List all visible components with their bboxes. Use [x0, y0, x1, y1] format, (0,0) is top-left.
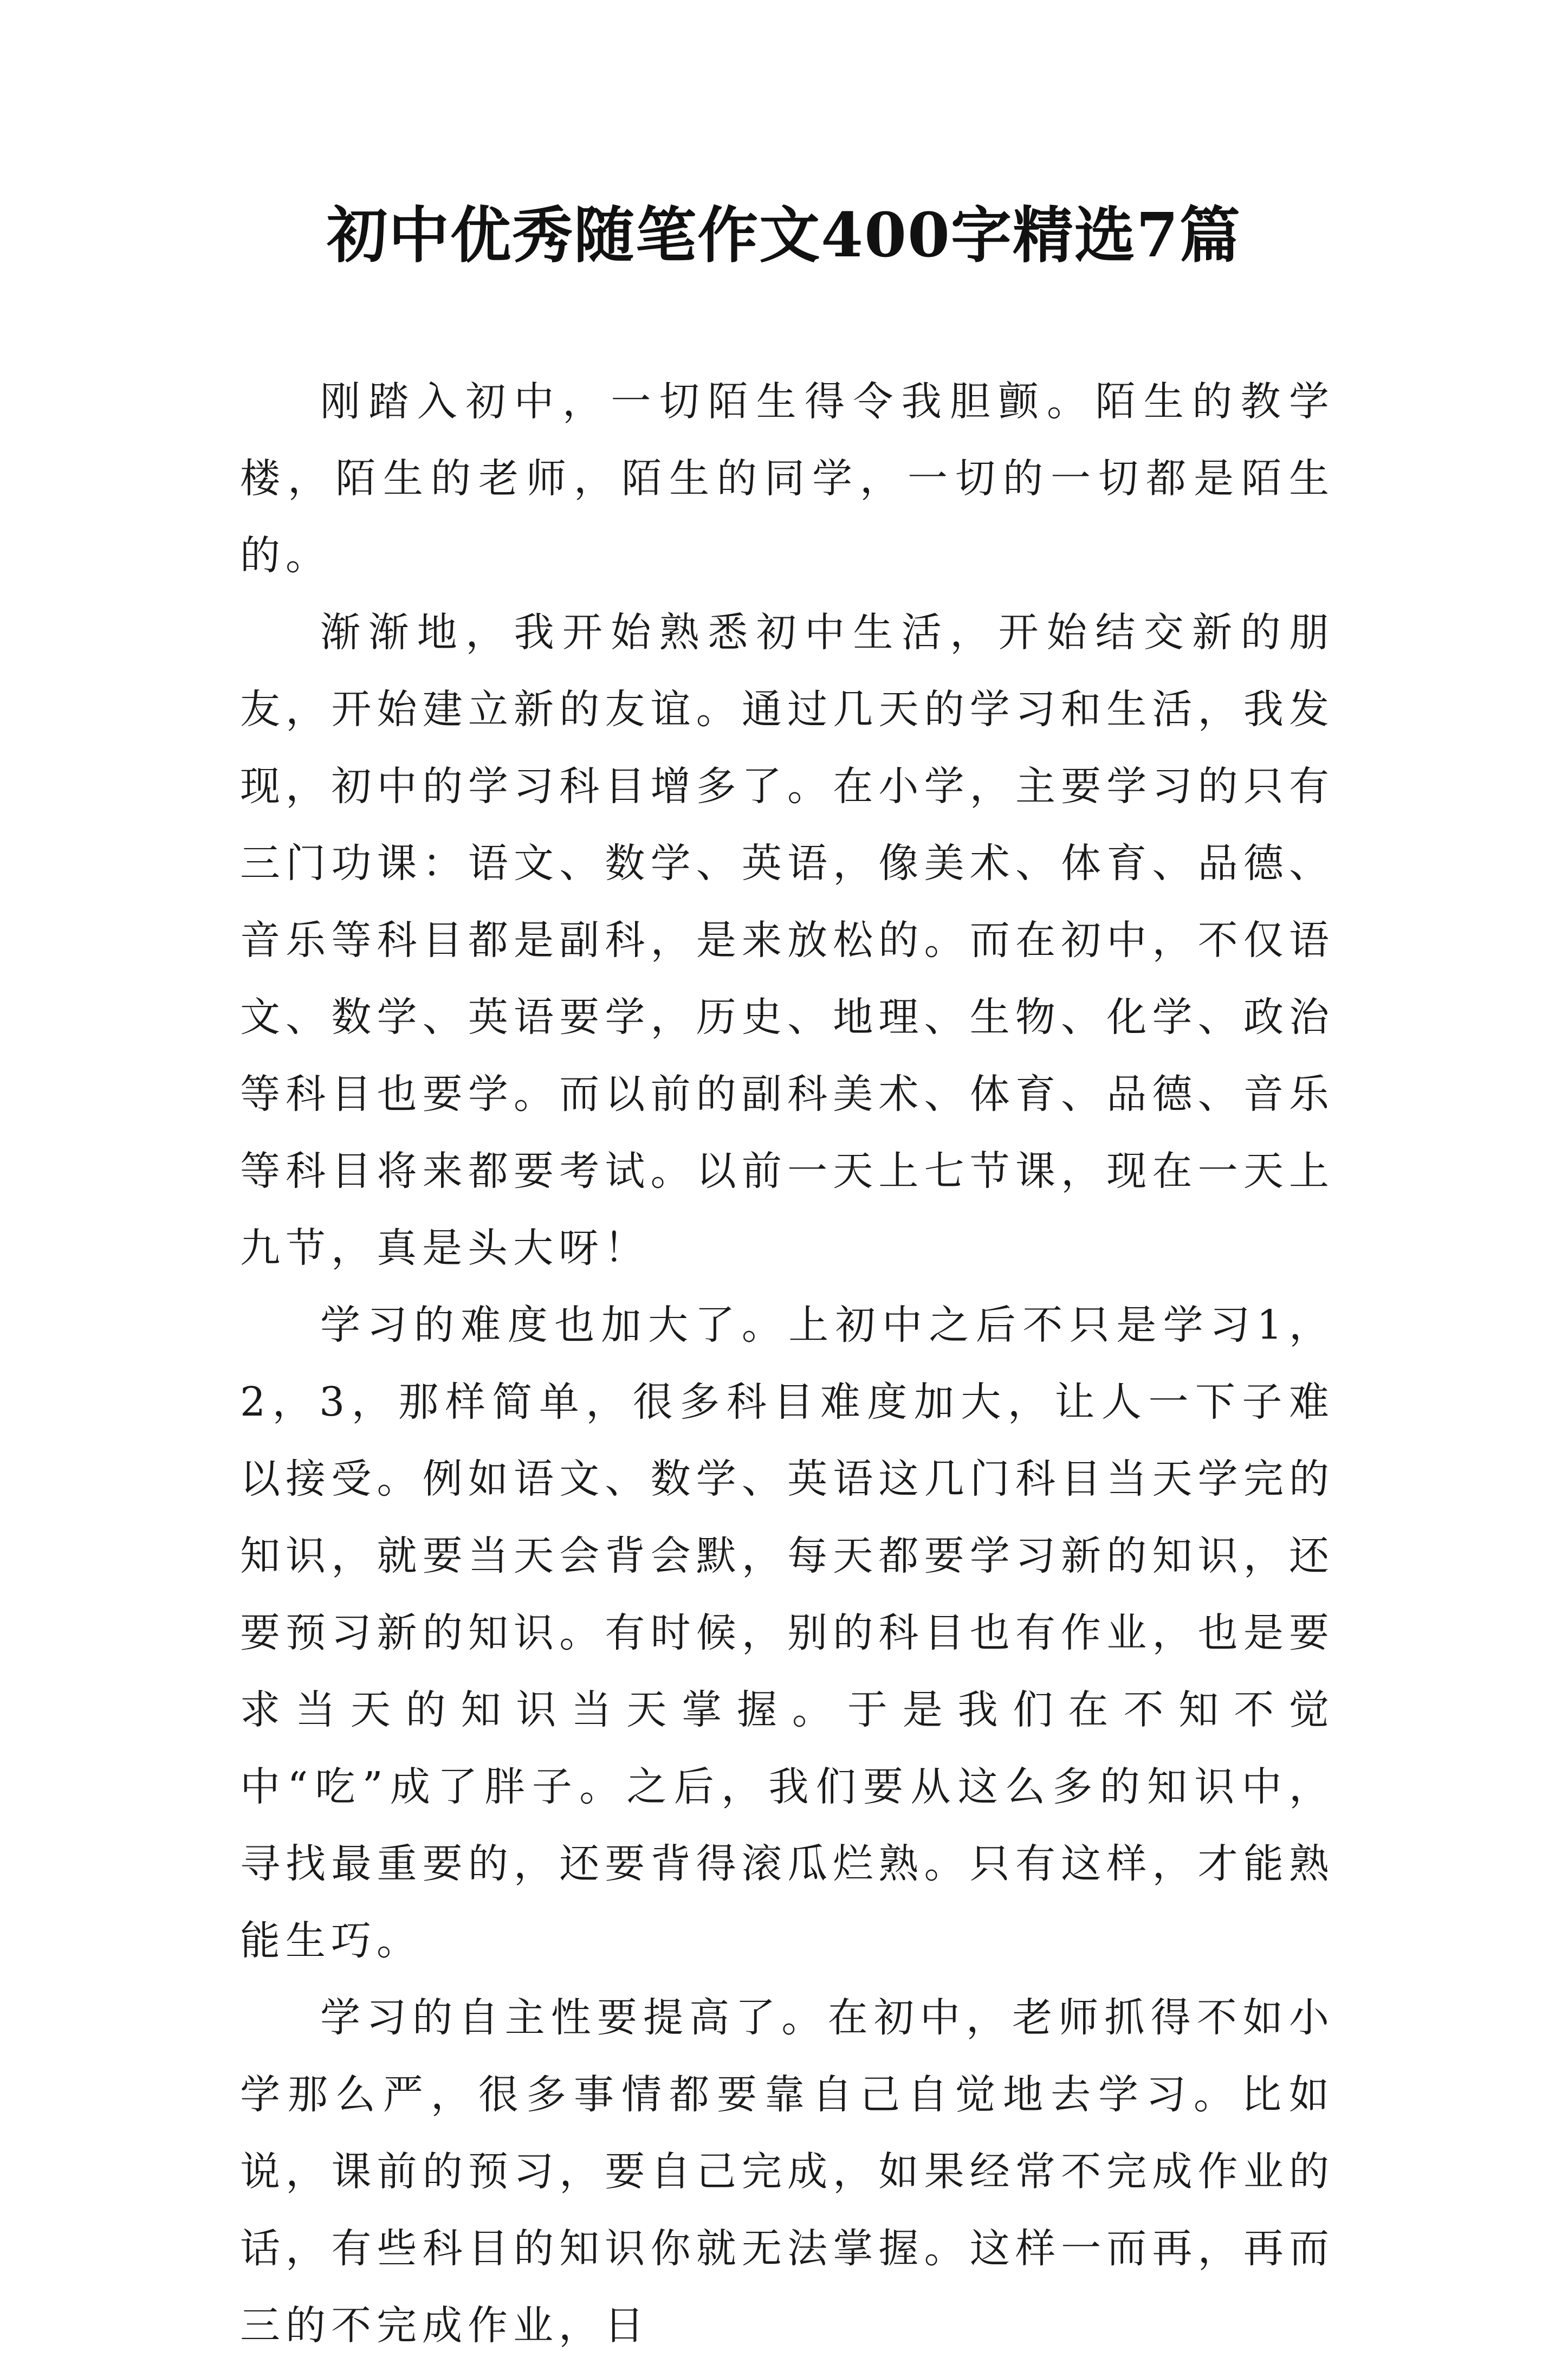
paragraph-3: 学习的难度也加大了。上初中之后不只是学习1，2，3，那样简单，很多科目难度加大，让人一下子难以接受。例如语文、数学、英语这几门科目当天学完的知识，就要当天会背会默，每天都要学习新的知识，还要预习新的知识。有时候，别的科目也有作业，也是要求当天的知识当天掌握。于是我们在不知不觉中“吃”成了胖子。之后，我们要从这么多的知识中，寻找最重要的，还要背得滚瓜烂熟。只有这样，才能熟能生巧。: [240, 1302, 1334, 1964]
paragraph-1: 刚踏入初中，一切陌生得令我胆颤。陌生的教学楼，陌生的老师，陌生的同学，一切的一切都是陌生的。: [240, 378, 1334, 579]
paragraph-2: 渐渐地，我开始熟悉初中生活，开始结交新的朋友，开始建立新的友谊。通过几天的学习和生活，我发现，初中的学习科目增多了。在小学，主要学习的只有三门功课：语文、数学、英语，像美术、体育、品德、音乐等科目都是副科，是来放松的。而在初中，不仅语文、数学、英语要学，历史、地理、生物、化学、政治等科目也要学。而以前的副科美术、体育、品德、音乐等科目将来都要考试。以前一天上七节课，现在一天上九节，真是头大呀！: [240, 609, 1334, 1271]
document-body: [240, 363, 1334, 2364]
document-title: 初中优秀随笔作文400字精选7篇: [327, 200, 1241, 271]
paragraph-4: 学习的自主性要提高了。在初中，老师抓得不如小学那么严，很多事情都要靠自己自觉地去学习。比如说，课前的预习，要自己完成，如果经常不完成作业的话，有些科目的知识你就无法掌握。这样一而再，再而三的不完成作业，日: [240, 1994, 1334, 2349]
